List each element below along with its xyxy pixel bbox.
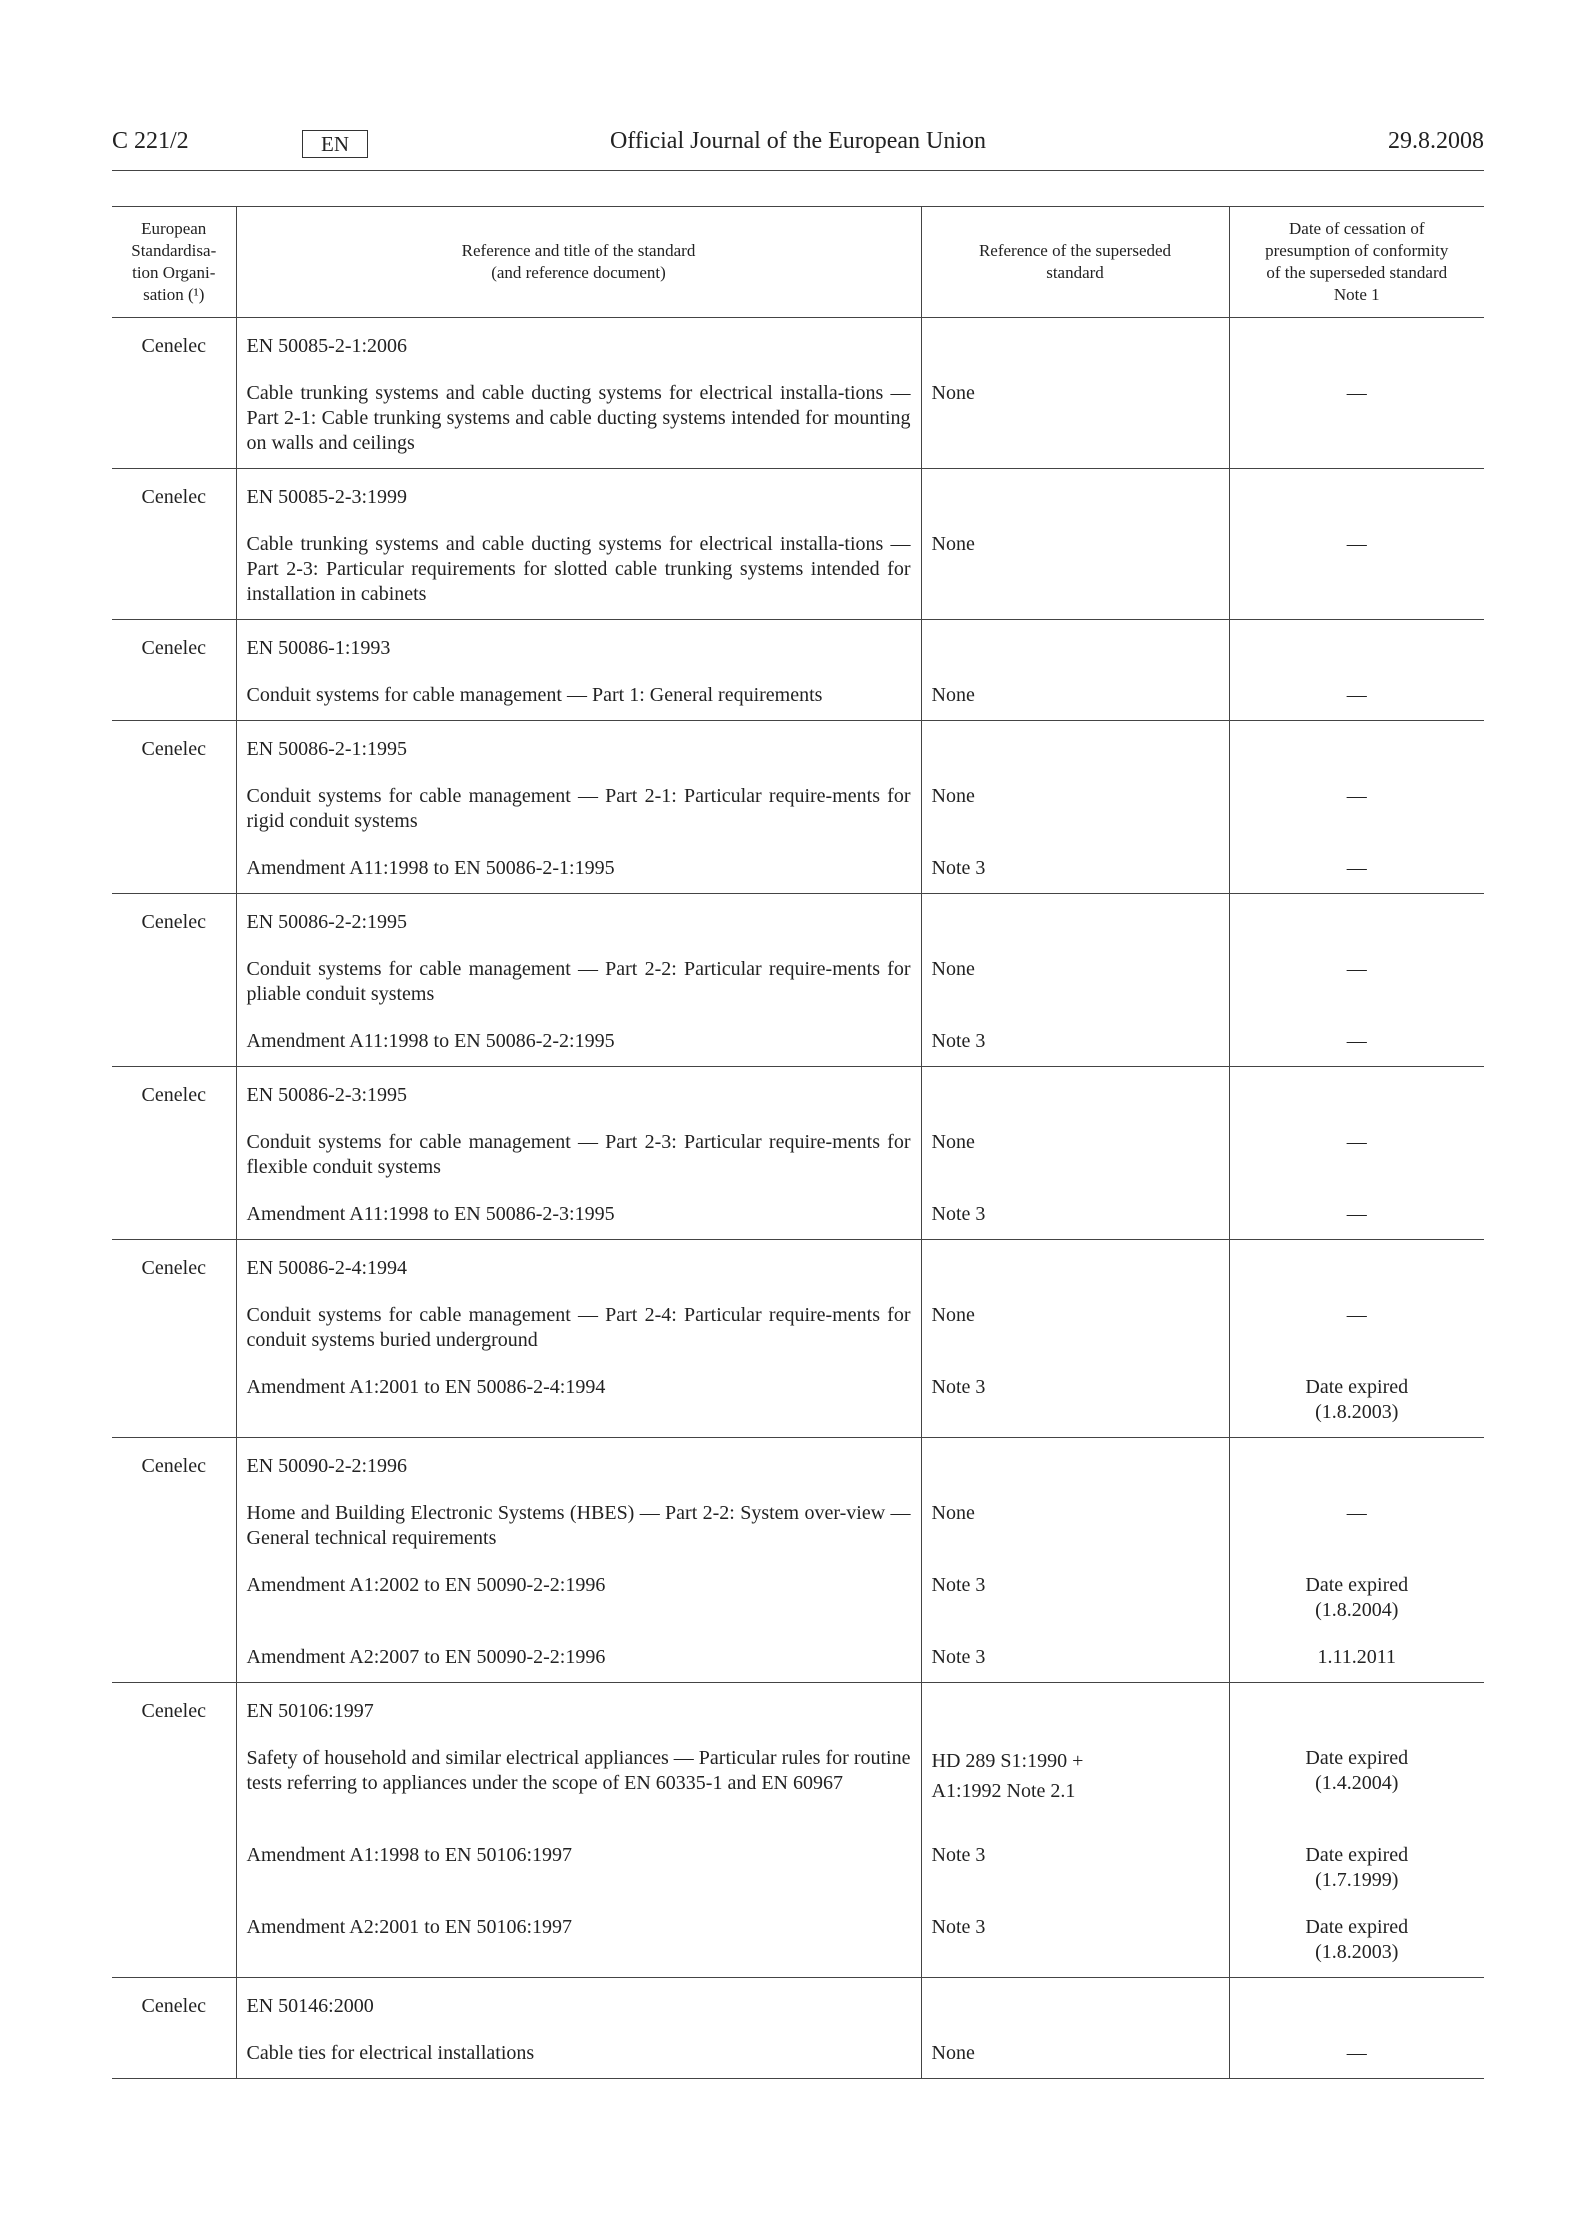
cessation-date: —: [1346, 1502, 1367, 1524]
superseded-cell: [921, 721, 1229, 894]
org-cell: Cenelec: [141, 738, 206, 760]
amendment-text: Amendment A2:2001 to EN 50106:1997: [246, 1916, 573, 1938]
org-cell: Cenelec: [141, 1257, 206, 1279]
standard-reference: EN 50090-2-2:1996: [246, 1455, 408, 1477]
standard-title: Conduit systems for cable management — Part 2-1: Particular require-ments for rigid conduit systems: [246, 785, 911, 832]
standard-reference: EN 50086-2-3:1995: [246, 1084, 408, 1106]
reference-cell: [236, 894, 921, 1067]
org-cell: Cenelec: [141, 335, 206, 357]
reference-cell: [236, 721, 921, 894]
col-header-org: European Standardisa- tion Organi- sation (¹): [112, 207, 236, 318]
journal-title: Official Journal of the European Union: [609, 128, 987, 154]
cessation-date: —: [1346, 857, 1367, 879]
cessation-date: —: [1346, 1131, 1367, 1153]
col-header-cessation: Date of cessation of presumption of conformity of the superseded standard Note 1: [1229, 207, 1484, 318]
cessation-date: Date expired (1.8.2003): [1305, 1376, 1409, 1423]
superseded-value: None: [931, 785, 975, 807]
superseded-value: None: [931, 958, 975, 980]
cessation-cell: [1229, 894, 1484, 1067]
col-header-reference: Reference and title of the standard (and reference document): [236, 207, 921, 318]
standard-title: Conduit systems for cable management — Part 2-2: Particular require-ments for pliable conduit systems: [246, 958, 911, 1005]
org-cell: Cenelec: [141, 1455, 206, 1477]
table-row: [112, 620, 1484, 721]
standard-reference: EN 50106:1997: [246, 1700, 374, 1722]
reference-cell: [236, 318, 921, 469]
org-cell: Cenelec: [141, 1995, 206, 2017]
cessation-date: —: [1346, 2042, 1367, 2064]
superseded-value: Note 3: [931, 1844, 986, 1866]
table-row: [112, 469, 1484, 620]
cessation-date: —: [1346, 382, 1367, 404]
amendment-text: Amendment A11:1998 to EN 50086-2-2:1995: [246, 1030, 615, 1052]
table-header-row: [112, 207, 1484, 318]
cessation-date: —: [1346, 684, 1367, 706]
standards-table: [112, 206, 1484, 2079]
standard-title: Safety of household and similar electrical appliances — Particular rules for routine tests referring to appliances under the scope of EN 60335-1 and EN 60967: [246, 1747, 911, 1794]
standard-title: Conduit systems for cable management — Part 1: General requirements: [246, 684, 823, 706]
superseded-cell: [921, 1067, 1229, 1240]
table-row: [112, 1438, 1484, 1683]
header-rule: [112, 170, 1484, 171]
org-cell: Cenelec: [141, 486, 206, 508]
cessation-date: Date expired (1.8.2004): [1305, 1574, 1409, 1621]
standard-reference: EN 50086-2-2:1995: [246, 911, 408, 933]
table-row: [112, 1067, 1484, 1240]
publication-date: 29.8.2008: [1388, 128, 1484, 154]
superseded-value: None: [931, 2042, 975, 2064]
superseded-value: Note 3: [931, 1376, 986, 1398]
cessation-date: —: [1346, 1304, 1367, 1326]
reference-cell: [236, 1438, 921, 1683]
standard-reference: EN 50086-2-4:1994: [246, 1257, 408, 1279]
cessation-date: —: [1346, 785, 1367, 807]
superseded-value: Note 3: [931, 1646, 986, 1668]
table-row: [112, 894, 1484, 1067]
superseded-value: Note 3: [931, 1916, 986, 1938]
superseded-value: None: [931, 684, 975, 706]
standard-title: Cable trunking systems and cable ducting systems for electrical installa-tions — Part 2-3: Particular requirements for slotted cable trunking systems intended for installation in cabinets: [246, 533, 911, 605]
superseded-value: Note 3: [931, 857, 986, 879]
superseded-value: Note 3: [931, 1030, 986, 1052]
cessation-cell: [1229, 1240, 1484, 1438]
standard-title: Conduit systems for cable management — Part 2-3: Particular require-ments for flexible conduit systems: [246, 1131, 911, 1178]
org-cell: Cenelec: [141, 1084, 206, 1106]
cessation-cell: [1229, 318, 1484, 469]
reference-cell: [236, 1683, 921, 1978]
reference-cell: [236, 620, 921, 721]
superseded-value: None: [931, 382, 975, 404]
standard-reference: EN 50086-2-1:1995: [246, 738, 408, 760]
reference-cell: [236, 1067, 921, 1240]
superseded-cell: [921, 1978, 1229, 2079]
org-cell: Cenelec: [141, 637, 206, 659]
superseded-cell: [921, 469, 1229, 620]
amendment-text: Amendment A1:2001 to EN 50086-2-4:1994: [246, 1376, 606, 1398]
amendment-text: Amendment A11:1998 to EN 50086-2-1:1995: [246, 857, 615, 879]
superseded-cell: [921, 1240, 1229, 1438]
cessation-date: —: [1346, 1030, 1367, 1052]
standard-reference: EN 50146:2000: [246, 1995, 374, 2017]
superseded-value: None: [931, 533, 975, 555]
standard-reference: EN 50085-2-3:1999: [246, 486, 408, 508]
table-row: [112, 721, 1484, 894]
standard-title: Cable ties for electrical installations: [246, 2042, 535, 2064]
table-row: [112, 318, 1484, 469]
cessation-cell: [1229, 620, 1484, 721]
cessation-date: —: [1346, 958, 1367, 980]
org-cell: Cenelec: [141, 911, 206, 933]
superseded-value: None: [931, 1131, 975, 1153]
amendment-text: Amendment A1:1998 to EN 50106:1997: [246, 1844, 573, 1866]
superseded-cell: [921, 894, 1229, 1067]
cessation-date: —: [1346, 1203, 1367, 1225]
reference-cell: [236, 469, 921, 620]
page-header: [112, 128, 1484, 168]
amendment-text: Amendment A2:2007 to EN 50090-2-2:1996: [246, 1646, 606, 1668]
cessation-cell: [1229, 469, 1484, 620]
superseded-cell: [921, 1438, 1229, 1683]
reference-cell: [236, 1240, 921, 1438]
standard-title: Home and Building Electronic Systems (HBES) — Part 2-2: System over-view — General technical requirements: [246, 1502, 911, 1549]
reference-cell: [236, 1978, 921, 2079]
superseded-value: None: [931, 1502, 975, 1524]
superseded-value: HD 289 S1:1990 + A1:1992 Note 2.1: [931, 1750, 1084, 1802]
cessation-date: Date expired (1.4.2004): [1305, 1747, 1409, 1794]
superseded-cell: [921, 318, 1229, 469]
cessation-cell: [1229, 1067, 1484, 1240]
table-row: [112, 1978, 1484, 2079]
cessation-date: Date expired (1.7.1999): [1305, 1844, 1409, 1891]
amendment-text: Amendment A1:2002 to EN 50090-2-2:1996: [246, 1574, 606, 1596]
cessation-cell: [1229, 1438, 1484, 1683]
standard-reference: EN 50086-1:1993: [246, 637, 391, 659]
superseded-cell: [921, 1683, 1229, 1978]
cessation-cell: [1229, 1683, 1484, 1978]
standard-title: Conduit systems for cable management — Part 2-4: Particular require-ments for conduit systems buried underground: [246, 1304, 911, 1351]
superseded-cell: [921, 620, 1229, 721]
standard-reference: EN 50085-2-1:2006: [246, 335, 408, 357]
cessation-cell: [1229, 1978, 1484, 2079]
standard-title: Cable trunking systems and cable ducting systems for electrical installa-tions — Part 2-1: Cable trunking systems and cable ducting systems intended for mounting on walls and ceilings: [246, 382, 911, 454]
superseded-value: None: [931, 1304, 975, 1326]
col-header-superseded: Reference of the superseded standard: [921, 207, 1229, 318]
cessation-date: —: [1346, 533, 1367, 555]
org-cell: Cenelec: [141, 1700, 206, 1722]
language-badge: EN: [302, 130, 368, 158]
cessation-date: Date expired (1.8.2003): [1305, 1916, 1409, 1963]
superseded-value: Note 3: [931, 1203, 986, 1225]
cessation-cell: [1229, 721, 1484, 894]
table-row: [112, 1240, 1484, 1438]
page-reference: C 221/2: [112, 128, 189, 154]
amendment-text: Amendment A11:1998 to EN 50086-2-3:1995: [246, 1203, 615, 1225]
table-row: [112, 1683, 1484, 1978]
cessation-date: 1.11.2011: [1317, 1646, 1396, 1668]
superseded-value: Note 3: [931, 1574, 986, 1596]
